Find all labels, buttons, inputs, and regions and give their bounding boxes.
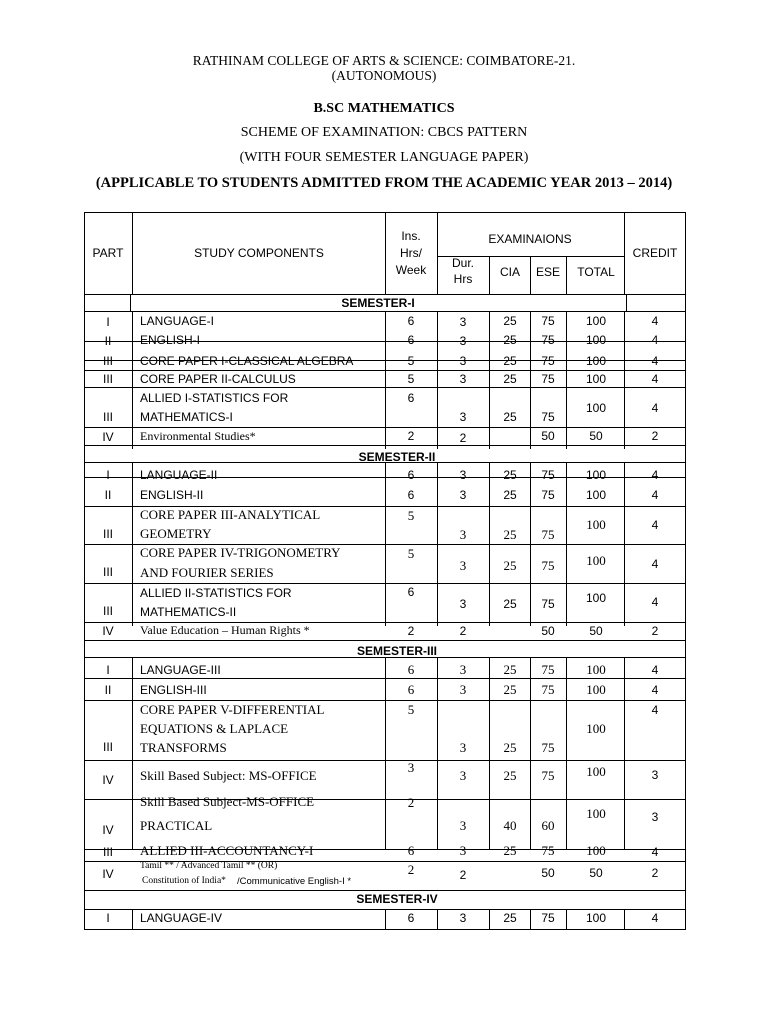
row-subject: ENGLISH-III: [140, 683, 207, 697]
row-hours: 6: [407, 468, 415, 482]
programme-title: B.SC MATHEMATICS: [313, 101, 455, 116]
row-cia: 25: [503, 488, 517, 502]
row-hours: 5: [407, 372, 415, 386]
row-ese: 75: [541, 740, 555, 755]
row-ese: 75: [541, 372, 555, 386]
row-subject: CORE PAPER IV-TRIGONOMETRY: [140, 545, 341, 560]
semester-heading-4: SEMESTER-IV: [356, 892, 438, 906]
row-subject: ENGLISH-II: [140, 488, 204, 502]
row-subject: LANGUAGE-I: [140, 314, 215, 328]
row-subject-line2: EQUATIONS & LAPLACE: [140, 721, 289, 736]
row-ese: 60: [541, 818, 555, 833]
row-total: 50: [589, 624, 603, 638]
row-duration: 3: [459, 334, 467, 348]
row-ese: 75: [541, 843, 555, 858]
row-hours: 6: [407, 682, 415, 697]
row-cia: 25: [503, 354, 517, 368]
row-hours: 2: [407, 862, 415, 877]
row-part: II: [104, 334, 112, 348]
row-total: 100: [586, 843, 606, 858]
row-ese: 75: [541, 314, 555, 328]
row-part: I: [106, 663, 110, 677]
row-cia: 40: [503, 818, 517, 833]
row-part: II: [104, 683, 112, 697]
row-duration: 3: [459, 354, 467, 368]
row-credit: 4: [651, 333, 659, 347]
row-duration: 3: [459, 843, 467, 858]
language-note: (WITH FOUR SEMESTER LANGUAGE PAPER): [239, 150, 529, 165]
row-subject: Value Education – Human Rights *: [140, 623, 310, 637]
row-cia: 25: [503, 468, 517, 482]
row-credit: 2: [651, 624, 659, 638]
college-name: RATHINAM COLLEGE OF ARTS & SCIENCE: COIMBATORE-21.: [192, 53, 576, 68]
row-ese: 75: [541, 488, 555, 502]
row-cia: 25: [503, 843, 517, 858]
row-part: I: [106, 911, 110, 925]
row-total: 100: [585, 314, 607, 328]
row-total: 100: [585, 333, 607, 347]
row-ese: 75: [541, 597, 555, 611]
row-ese: 75: [541, 468, 555, 482]
row-hours: 6: [407, 585, 415, 599]
row-cia: 25: [503, 911, 517, 925]
header-examinations: EXAMINAIONS: [488, 232, 572, 246]
row-credit: 2: [651, 866, 659, 880]
header-ese: ESE: [535, 265, 561, 279]
row-ese: 75: [541, 911, 555, 925]
row-cia: 25: [503, 768, 517, 783]
header-credit: CREDIT: [632, 246, 678, 260]
row-cia: 25: [503, 558, 517, 573]
row-duration: 3: [459, 597, 467, 611]
row-subject: ALLIED I-STATISTICS FOR: [140, 391, 289, 405]
autonomous-label: (AUTONOMOUS): [331, 68, 437, 83]
row-credit: 4: [651, 468, 659, 482]
row-hours: 5: [407, 546, 415, 561]
row-subject-line2: AND FOURIER SERIES: [140, 565, 274, 580]
row-cia: 25: [503, 372, 517, 386]
row-hours: 6: [407, 488, 415, 502]
row-subject-line2: GEOMETRY: [140, 526, 212, 541]
row-part: III: [102, 565, 114, 579]
row-hours: 6: [407, 911, 415, 925]
row-credit: 2: [651, 429, 659, 443]
row-part: III: [102, 372, 114, 386]
row-part: IV: [102, 867, 114, 881]
row-subject-line2a: Constitution of India*: [142, 876, 226, 886]
row-hours: 6: [407, 314, 415, 328]
row-cia: 25: [503, 410, 517, 424]
row-cia: 25: [503, 527, 517, 542]
row-subject: CORE PAPER II-CALCULUS: [140, 372, 296, 386]
row-total: 100: [586, 764, 606, 779]
row-ese: 50: [541, 429, 555, 443]
row-subject: ALLIED II-STATISTICS FOR: [140, 586, 292, 600]
row-hours: 6: [407, 843, 415, 858]
scheme-title: SCHEME OF EXAMINATION: CBCS PATTERN: [240, 125, 528, 140]
header-dur-line2: Hrs: [453, 272, 473, 286]
row-ese: 50: [541, 624, 555, 638]
semester-heading-1: SEMESTER-I: [341, 296, 415, 310]
row-duration: 3: [459, 315, 467, 329]
row-duration: 2: [459, 868, 467, 882]
row-subject: LANGUAGE-IV: [140, 911, 223, 925]
row-subject: Environmental Studies*: [140, 429, 256, 443]
row-duration: 2: [459, 624, 467, 638]
row-cia: 25: [503, 333, 517, 347]
row-total: 100: [586, 662, 606, 677]
row-duration: 3: [459, 818, 467, 833]
row-part: IV: [102, 624, 114, 638]
row-ese: 75: [541, 527, 555, 542]
row-part: IV: [102, 823, 114, 837]
row-subject-line2b: /Communicative English-I *: [237, 876, 352, 887]
header-ins-line1: Ins.: [401, 229, 421, 243]
row-part: II: [104, 488, 112, 502]
row-hours: 5: [407, 354, 415, 368]
semester-heading-2: SEMESTER-II: [358, 450, 436, 464]
row-duration: 3: [459, 372, 467, 386]
row-cia: 25: [503, 662, 517, 677]
row-duration: 2: [459, 431, 467, 445]
row-subject-line2: MATHEMATICS-I: [140, 410, 233, 424]
row-ese: 75: [541, 662, 555, 677]
row-credit: 4: [651, 703, 659, 717]
header-part: PART: [92, 246, 124, 260]
row-duration: 3: [459, 740, 467, 755]
row-subject: CORE PAPER I-CLASSICAL ALGEBRA: [140, 354, 354, 368]
row-part: III: [102, 604, 114, 618]
row-total: 100: [585, 488, 607, 502]
row-credit: 4: [651, 488, 659, 502]
row-ese: 75: [541, 354, 555, 368]
row-credit: 4: [651, 401, 659, 415]
row-credit: 4: [651, 372, 659, 386]
row-hours: 6: [407, 662, 415, 677]
row-total: 100: [585, 468, 607, 482]
row-duration: 3: [459, 682, 467, 697]
row-part: I: [106, 315, 110, 329]
row-subject-line3: TRANSFORMS: [140, 740, 227, 755]
row-credit: 4: [651, 354, 659, 368]
row-ese: 75: [541, 768, 555, 783]
row-part: IV: [102, 773, 114, 787]
row-cia: 25: [503, 314, 517, 328]
row-ese: 75: [541, 410, 555, 424]
row-subject: ALLIED III-ACCOUNTANCY-I: [140, 843, 314, 858]
row-duration: 3: [459, 558, 467, 573]
row-total: 100: [586, 806, 606, 821]
row-hours: 2: [407, 624, 415, 638]
row-part: III: [102, 354, 114, 368]
row-total: 100: [585, 401, 607, 415]
row-duration: 3: [459, 527, 467, 542]
row-credit: 4: [651, 595, 659, 609]
row-ese: 50: [541, 866, 555, 880]
row-cia: 25: [503, 740, 517, 755]
row-subject: ENGLISH-I: [140, 333, 201, 347]
row-credit: 3: [651, 810, 659, 824]
header-total: TOTAL: [577, 265, 615, 279]
row-part: I: [106, 468, 110, 482]
row-hours: 2: [407, 795, 415, 810]
row-hours: 6: [407, 333, 415, 347]
header-ins-line3: Week: [395, 263, 427, 277]
header-dur-line1: Dur.: [451, 256, 475, 270]
row-duration: 3: [459, 662, 467, 677]
row-total: 50: [589, 429, 603, 443]
row-duration: 3: [459, 768, 467, 783]
row-part: III: [102, 527, 114, 541]
header-ins-line2: Hrs/: [400, 246, 422, 260]
header-cia: CIA: [499, 265, 521, 279]
row-part: III: [102, 740, 114, 754]
row-subject: Skill Based Subject: MS-OFFICE: [140, 768, 317, 783]
row-part: IV: [102, 430, 114, 444]
applicable-note: (APPLICABLE TO STUDENTS ADMITTED FROM THE ACADEMIC YEAR 2013 – 2014): [95, 175, 673, 191]
row-credit: 4: [651, 845, 659, 859]
row-cia: 25: [503, 682, 517, 697]
row-subject: LANGUAGE-II: [140, 468, 218, 482]
row-credit: 4: [651, 911, 659, 925]
row-hours: 3: [407, 760, 415, 775]
row-credit: 4: [651, 557, 659, 571]
row-hours: 2: [407, 429, 415, 443]
row-total: 100: [585, 372, 607, 386]
row-credit: 3: [651, 768, 659, 782]
row-subject-line2: PRACTICAL: [140, 818, 213, 833]
row-subject: Skill Based Subject-MS-OFFICE: [140, 794, 315, 809]
row-ese: 75: [541, 333, 555, 347]
row-total: 100: [586, 721, 606, 736]
row-subject: CORE PAPER III-ANALYTICAL: [140, 507, 321, 522]
row-credit: 4: [651, 683, 659, 697]
row-total: 100: [585, 354, 607, 368]
row-part: III: [102, 410, 114, 424]
row-duration: 3: [459, 911, 467, 925]
row-subject-line2: MATHEMATICS-II: [140, 605, 237, 619]
row-total: 100: [585, 911, 607, 925]
row-duration: 3: [459, 410, 467, 424]
row-ese: 75: [541, 558, 555, 573]
row-total: 100: [586, 517, 606, 532]
row-total: 100: [585, 591, 607, 605]
row-total: 100: [586, 682, 606, 697]
header-study-components: STUDY COMPONENTS: [194, 246, 324, 260]
row-cia: 25: [503, 597, 517, 611]
row-credit: 4: [651, 663, 659, 677]
row-duration: 3: [459, 468, 467, 482]
row-duration: 3: [459, 488, 467, 502]
semester-heading-3: SEMESTER-III: [356, 644, 438, 658]
row-subject: LANGUAGE-III: [140, 663, 221, 677]
row-credit: 4: [651, 518, 659, 532]
row-total: 50: [589, 866, 603, 880]
row-subject: Tamil ** / Advanced Tamil ** (OR): [140, 861, 278, 871]
row-credit: 4: [651, 314, 659, 328]
row-hours: 6: [407, 391, 415, 405]
row-hours: 5: [407, 508, 415, 523]
row-part: III: [102, 845, 114, 859]
row-subject: CORE PAPER V-DIFFERENTIAL: [140, 702, 325, 717]
row-total: 100: [586, 553, 606, 568]
row-ese: 75: [541, 682, 555, 697]
row-hours: 5: [407, 702, 415, 717]
